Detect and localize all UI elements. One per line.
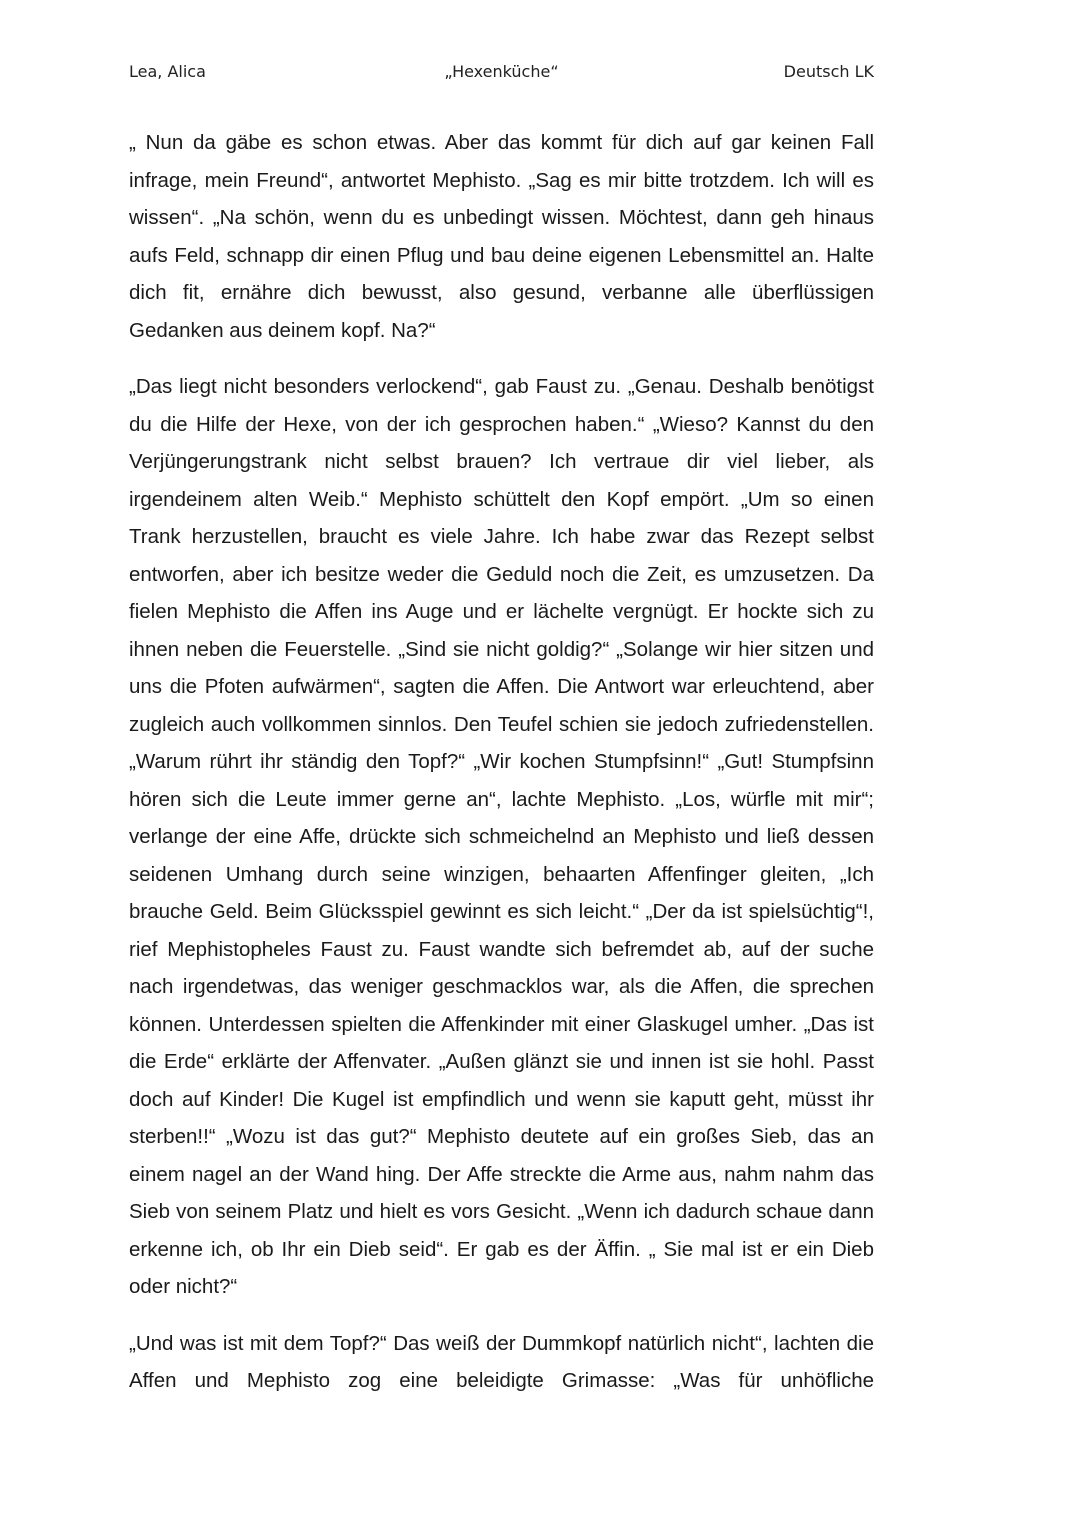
paragraph-3: „Und was ist mit dem Topf?“ Das weiß der Dummkopf natürlich nicht“, lachten die Affen und Mephisto zog eine beleidigte Grimasse: „Was für unhöfliche xyxy=(129,1331,874,1392)
header-course: Deutsch LK xyxy=(783,62,874,81)
paragraph-2: „Das liegt nicht besonders verlockend“, gab Faust zu. „Genau. Deshalb benötigst du die Hilfe der Hexe, von der ich gesprochen haben.“ „Wieso? Kannst du den Verjüngerungstrank nicht selbst brauen? Ich vertraue dir viel lieber, als irgendeinem alten Weib.“ Mephisto schüttelt den Kopf empört. „Um so einen Trank herzustellen, braucht es viele Jahre. Ich habe zwar das Rezept selbst entworfen, aber ich besitze weder die Geduld noch die Zeit, es umzusetzen. Da fielen Mephisto die Affen ins Auge und er lächelte vergnügt. Er hockte sich zu ihnen neben die Feuerstelle. „Sind sie nicht goldig?“ „Solange wir hier sitzen und uns die Pfoten aufwärmen“, sagten die Affen. Die Antwort war erleuchtend, aber zugleich auch vollkommen sinnlos. Den Teufel schien sie jedoch zufriedenstellen. „Warum rührt ihr ständig den Topf?“ „Wir kochen Stumpfsinn!“ „Gut! Stumpfsinn hören sich die Leute immer gerne an“, lachte Mephisto. „Los, würfle mit mir“; verlange der eine Affe, drückte sich schmeichelnd an Mephisto und ließ dessen seidenen Umhang durch seine winzigen, behaarten Affenfinger gleiten, „Ich brauche Geld. Beim Glücksspiel gewinnt es sich leicht.“ „Der da ist spielsüchtig“!, rief Mephistopheles Faust zu. Faust wandte sich befremdet ab, auf der suche nach irgendetwas, das weniger geschmacklos war, als die Affen, die sprechen können. Unterdessen spielten die Affenkinder mit einer Glaskugel umher. „Das ist die Erde“ erklärte der Affenvater. „Außen glänzt sie und innen ist sie hohl. Passt doch auf Kinder! Die Kugel ist empfindlich und wenn sie kaputt geht, müsst ihr sterben!!“ „Wozu ist das gut?“ Mephisto deutete auf ein großes Sieb, das an einem nagel an der Wand hing. Der Affe streckte die Arme aus, nahm nahm das Sieb von seinem Platz und hielt es vors Gesicht. „Wenn ich dadurch schaue dann erkenne ich, ob Ihr ein Dieb seid“. Er gab es der Äffin. „ Sie mal ist er ein Dieb oder nicht?“ xyxy=(129,375,874,1298)
header-title: „Hexenküche“ xyxy=(444,62,559,81)
header-authors: Lea, Alica xyxy=(129,62,206,81)
page-header xyxy=(129,62,874,90)
paragraph-1: „ Nun da gäbe es schon etwas. Aber das kommt für dich auf gar keinen Fall infrage, mein Freund“, antwortet Mephisto. „Sag es mir bitte trotzdem. Ich will es wissen“. „Na schön, wenn du es unbedingt wissen. Möchtest, dann geh hinaus aufs Feld, schnapp dir einen Pflug und bau deine eigenen Lebensmittel an. Halte dich fit, ernähre dich bewusst, also gesund, verbanne alle überflüssigen Gedanken aus deinem kopf. Na?“ xyxy=(129,131,874,342)
document-body xyxy=(129,124,874,1419)
